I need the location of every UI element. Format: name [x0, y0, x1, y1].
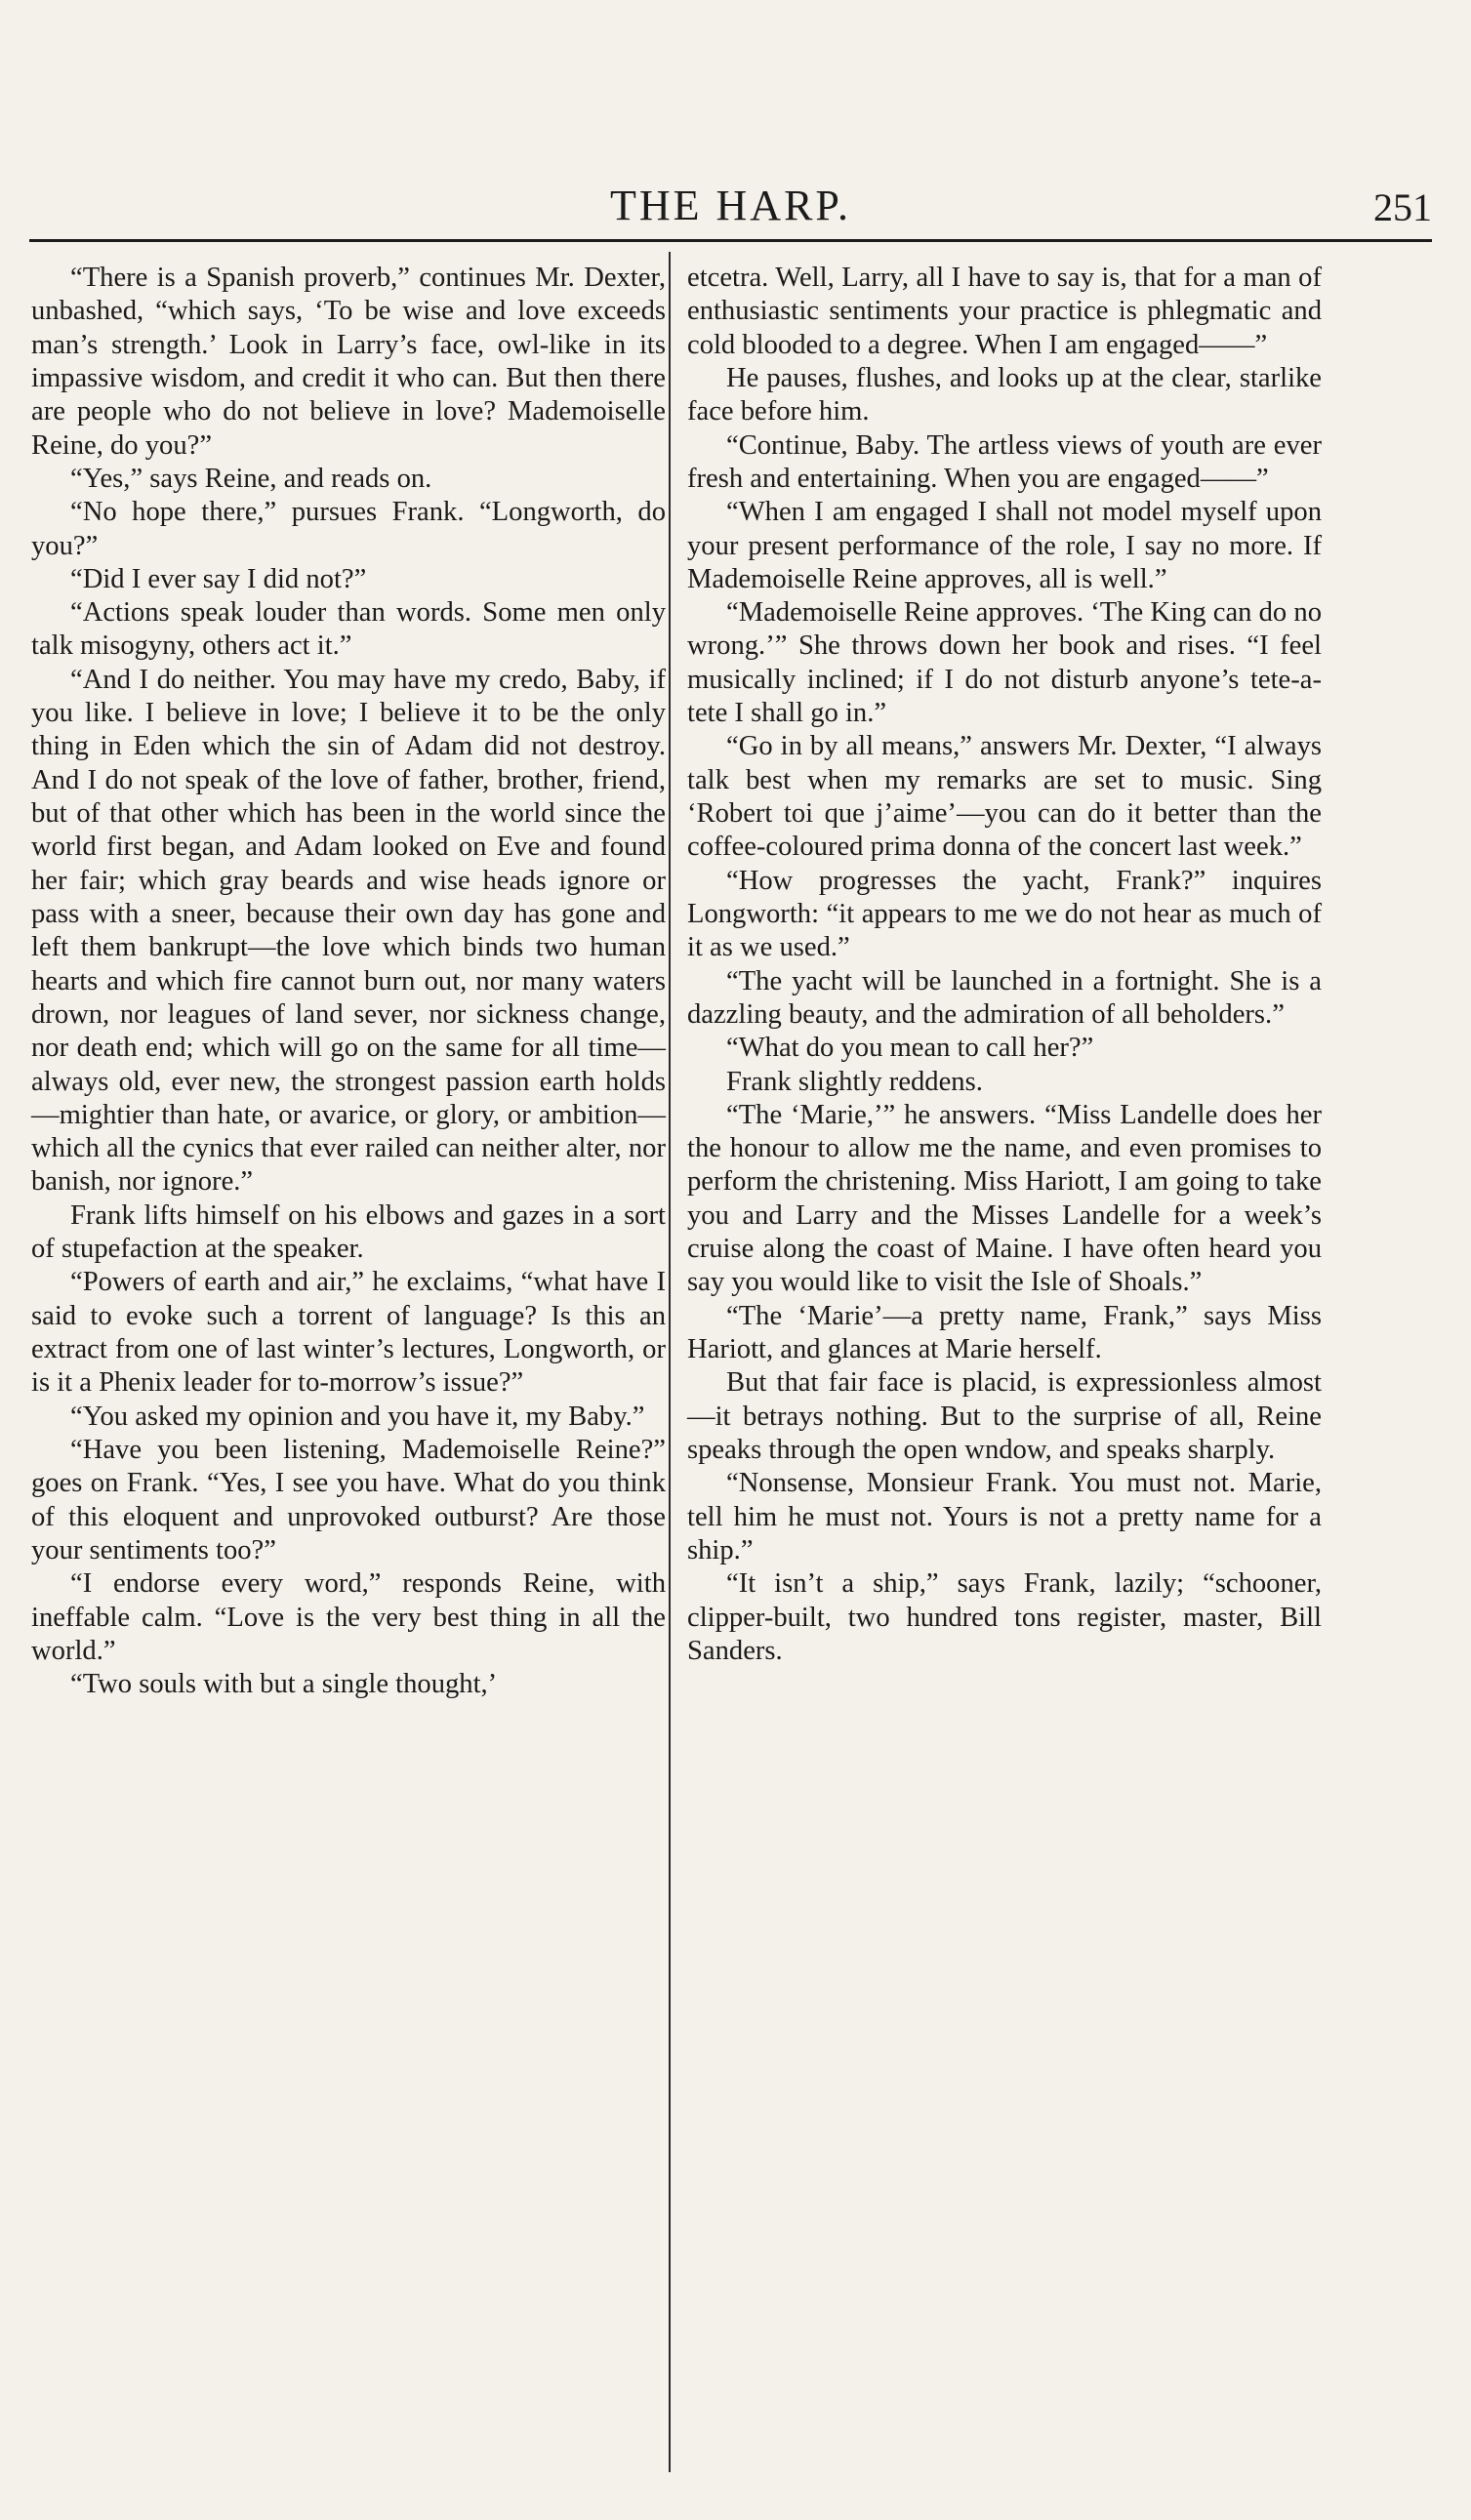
paragraph: “What do you mean to call her?”: [726, 1033, 1094, 1064]
paragraph: But that fair face is placid, is expressionless almost—it betrays nothing. But to the surprise of all, Reine speaks through the open wndow, and speaks sharply.: [687, 1367, 1322, 1465]
paragraph: Frank slightly reddens.: [726, 1066, 983, 1097]
paragraph: “Nonsense, Monsieur Frank. You must not. Marie, tell him he must not. Yours is not a pretty name for a ship.”: [687, 1468, 1322, 1565]
right-column: [687, 262, 1322, 1668]
paragraph: “You asked my opinion and you have it, my Baby.”: [70, 1401, 645, 1432]
paragraph: “Mademoiselle Reine approves. ‘The King can do no wrong.’” She throws down her book and rises. “I feel musically inclined; if I do not disturb anyone’s tete-a-tete I shall go in.”: [687, 597, 1322, 729]
paragraph: “There is a Spanish proverb,” continues Mr. Dexter, unbashed, “which says, ‘To be wise and love exceeds man’s strength.’ Look in Larry’s face, owl-like in its impassive wisdom, and credit it who can. But then there are people who do not believe in love? Mademoiselle Reine, do you?”: [31, 263, 666, 461]
page-header: [29, 181, 1432, 239]
paragraph: “It isn’t a ship,” says Frank, lazily; “schooner, clipper-built, two hundred tons register, master, Bill Sanders.: [687, 1568, 1322, 1666]
paragraph: “Actions speak louder than words. Some men only talk misogyny, others act it.”: [31, 597, 666, 662]
paragraph: “The ‘Marie,’” he answers. “Miss Landelle does her the honour to allow me the name, and even promises to perform the christening. Miss Hariott, I am going to take you and Larry and the Misses Landelle for a week’s cruise along the coast of Maine. I have often heard you say you would like to visit the Isle of Shoals.”: [687, 1099, 1322, 1298]
paragraph: Frank lifts himself on his elbows and gazes in a sort of stupefaction at the speaker.: [31, 1199, 666, 1265]
paragraph: He pauses, flushes, and looks up at the clear, starlike face before him.: [687, 362, 1322, 427]
header-rule: [29, 239, 1432, 242]
running-title: THE HARP.: [609, 182, 852, 229]
paragraph: “Powers of earth and air,” he exclaims, “what have I said to evoke such a torrent of language? Is this an extract from one of last winter’s lectures, Longworth, or is it a Phenix leader for to-morrow’s issue?”: [31, 1267, 666, 1399]
paragraph: “Have you been listening, Mademoiselle Reine?” goes on Frank. “Yes, I see you have. What do you think of this eloquent and unprovoked outburst? Are those your sentiments too?”: [31, 1434, 666, 1565]
paragraph: “Continue, Baby. The artless views of youth are ever fresh and entertaining. When you are engaged——”: [687, 429, 1322, 494]
paragraph: “When I am engaged I shall not model myself upon your present performance of the role, I say no more. If Mademoiselle Reine approves, all is well.”: [687, 497, 1322, 594]
paragraph: “No hope there,” pursues Frank. “Longworth, do you?”: [31, 497, 666, 561]
paragraph: “Go in by all means,” answers Mr. Dexter, “I always talk best when my remarks are set to music. Sing ‘Robert toi que j’aime’—you can do it better than the coffee-coloured prima donna of the concert last week.”: [687, 731, 1322, 863]
left-column: [31, 262, 666, 1701]
paragraph: “Yes,” says Reine, and reads on.: [70, 463, 432, 494]
paragraph: “Did I ever say I did not?”: [70, 563, 367, 594]
paragraph-continued: etcetra. Well, Larry, all I have to say is, that for a man of enthusiastic sentiments your practice is phlegmatic and cold blooded to a degree. When I am engaged——”: [687, 263, 1322, 360]
column-divider: [669, 252, 671, 2472]
paragraph: “I endorse every word,” responds Reine, with ineffable calm. “Love is the very best thing in all the world.”: [31, 1568, 666, 1666]
paragraph: “How progresses the yacht, Frank?” inquires Longworth: “it appears to me we do not hear as much of it as we used.”: [687, 865, 1322, 963]
paragraph: “And I do neither. You may have my credo, Baby, if you like. I believe in love; I believe it to be the only thing in Eden which the sin of Adam did not destroy. And I do not speak of the love of father, brother, friend, but of that other which has been in the world since the world first began, and Adam looked on Eve and found her fair; which gray beards and wise heads ignore or pass with a sneer, because their own day has gone and left them bankrupt—the love which binds two human hearts and which fire cannot burn out, nor many waters drown, nor leagues of land sever, nor sickness change, nor death end; which will go on the same for all time—always old, ever new, the strongest passion earth holds—mightier than hate, or avarice, or glory, or ambition—which all the cynics that ever railed can neither alter, nor banish, nor ignore.”: [31, 664, 666, 1198]
paragraph: “Two souls with but a single thought,’: [70, 1669, 498, 1700]
paragraph: “The yacht will be launched in a fortnight. She is a dazzling beauty, and the admiration of all beholders.”: [687, 965, 1322, 1030]
page-number: 251: [1373, 185, 1432, 229]
paragraph: “The ‘Marie’—a pretty name, Frank,” says Miss Hariott, and glances at Marie herself.: [687, 1300, 1322, 1364]
